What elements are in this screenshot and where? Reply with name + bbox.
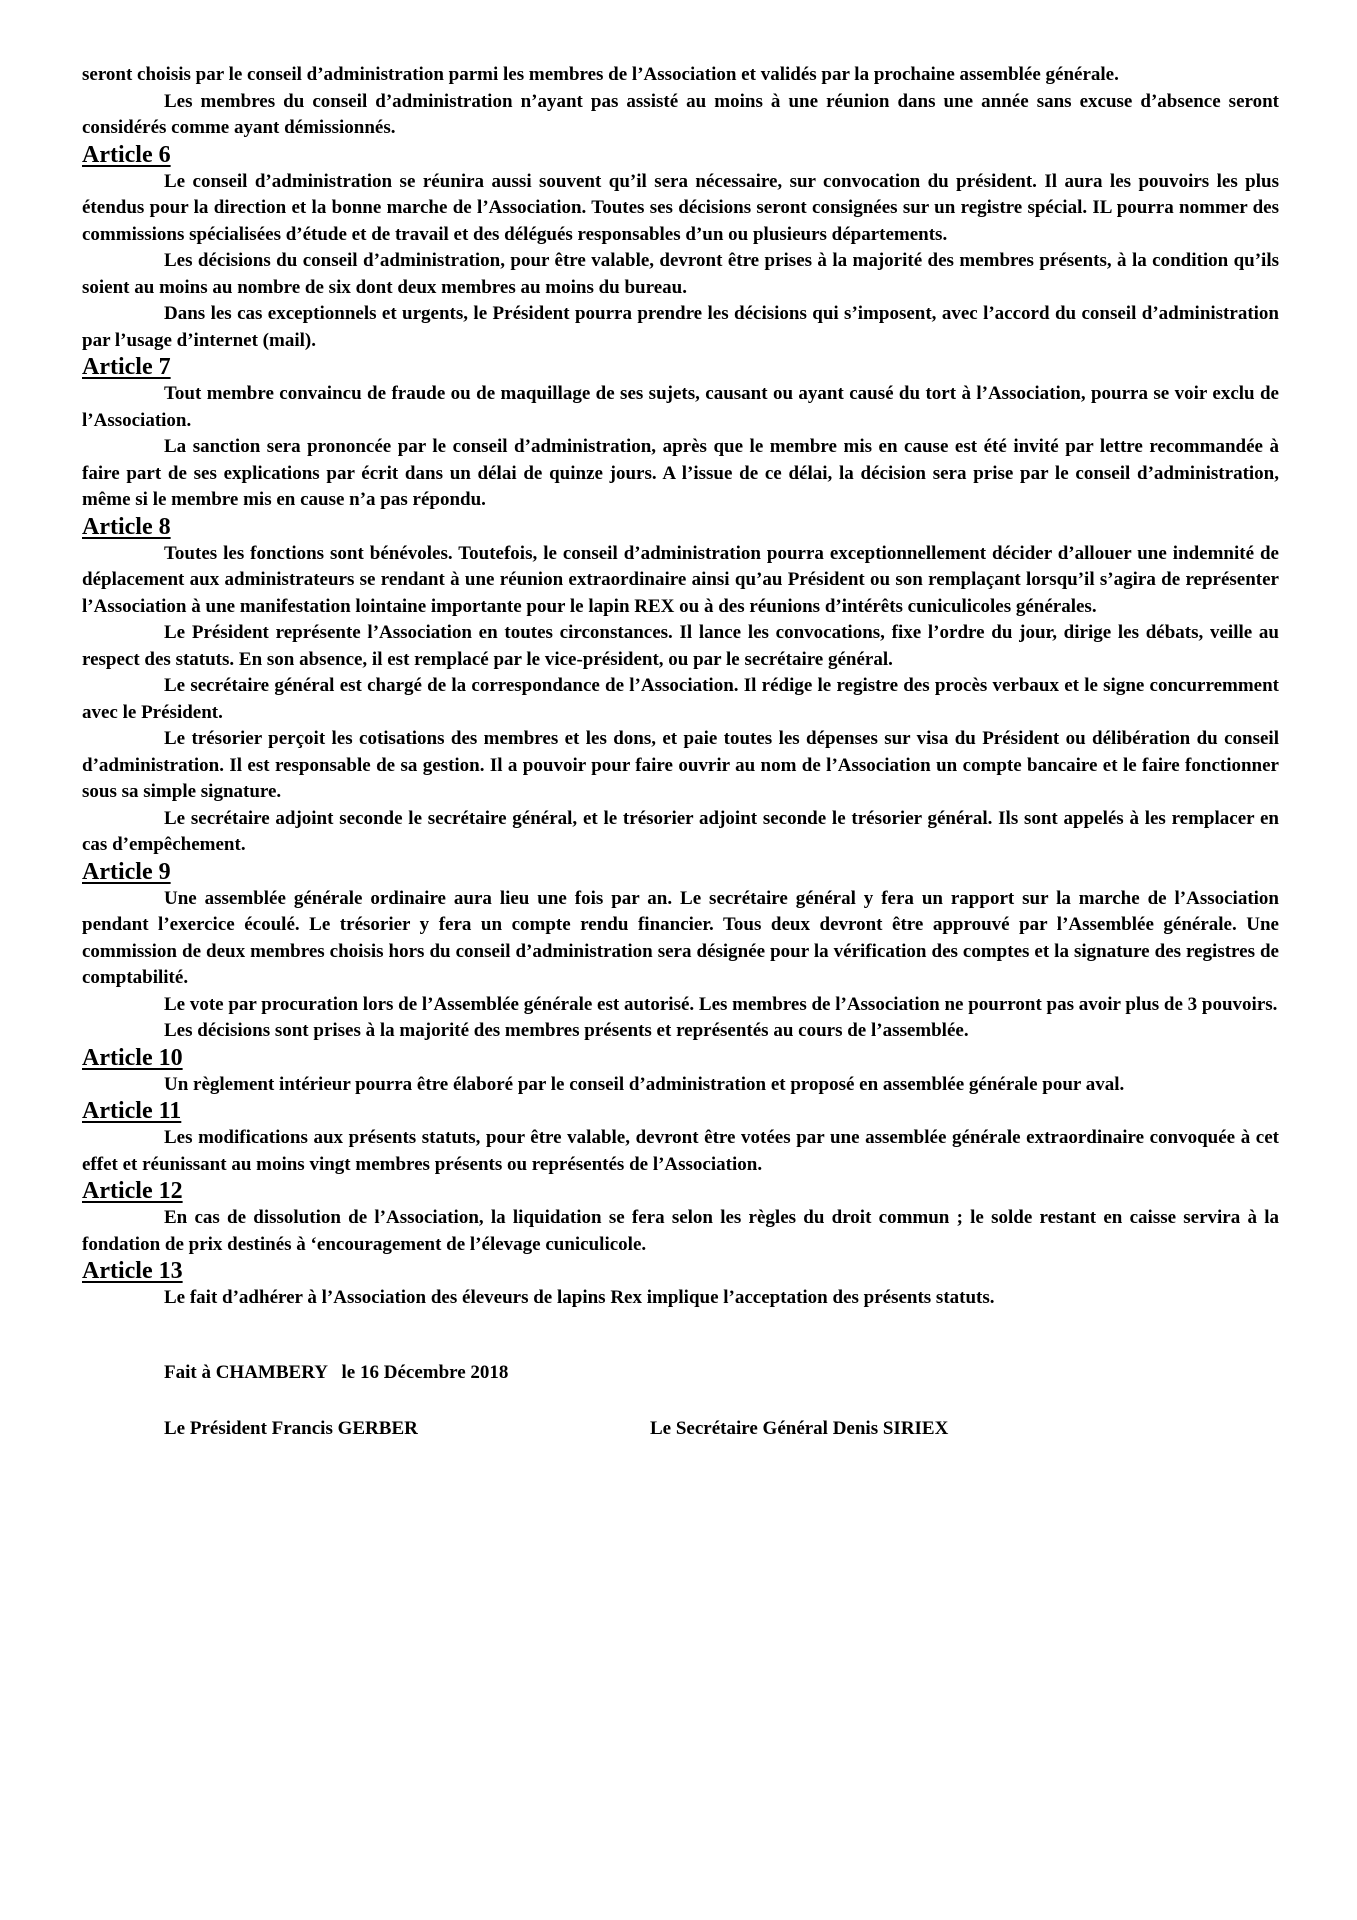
article-9-heading: Article 9: [82, 858, 171, 885]
article-9-paragraph-1: Une assemblée générale ordinaire aura lieu une fois par an. Le secrétaire général y fera un rapport sur la marche de l’Association pendant l’exercice écoulé. Le trésorier y fera un compte rendu financier. Tous deux devront être approuvé par l’Assemblée générale. Une commission de deux membres choisis hors du conseil d’administration sera désignée pour la vérification des comptes et la signature des registres de comptabilité.: [82, 887, 1279, 988]
article-9-paragraph-3: Les décisions sont prises à la majorité des membres présents et représentés au cours de l’assemblée.: [164, 1020, 969, 1041]
intro-paragraph-2: Les membres du conseil d’administration n’ayant pas assisté au moins à une réunion dans une année sans excuse d’absence seront considérés comme ayant démissionnés.: [82, 90, 1279, 138]
article-13-paragraph-1: Le fait d’adhérer à l’Association des éleveurs de lapins Rex implique l’acceptation des présents statuts.: [164, 1287, 995, 1308]
article-11-heading: Article 11: [82, 1098, 182, 1124]
president-signature-line: Le Président Francis GERBER: [164, 1417, 418, 1439]
article-8-paragraph-1: Toutes les fonctions sont bénévoles. Toutefois, le conseil d’administration pourra exceptionnellement décider d’allouer une indemnité de déplacement aux administrateurs se rendant à une réunion extraordinaire ainsi qu’au Président ou son remplaçant lorsqu’il s’agira de représenter l’Association à une manifestation lointaine importante pour le lapin REX ou à des réunions d’intérêts cuniculicoles générales.: [82, 542, 1279, 617]
article-8-paragraph-5: Le secrétaire adjoint seconde le secrétaire général, et le trésorier adjoint seconde le trésorier général. Ils sont appelés à les remplacer en cas d’empêchement.: [82, 807, 1279, 855]
article-6-heading: Article 6: [82, 141, 171, 168]
intro-paragraph-1: seront choisis par le conseil d’administration parmi les membres de l’Association et validés par la prochaine assemblée générale.: [82, 64, 1119, 85]
place-date-text: Fait à CHAMBERY le 16 Décembre 2018: [164, 1361, 509, 1383]
article-9-paragraph-2: Le vote par procuration lors de l’Assemblée générale est autorisé. Les membres de l’Association ne pourront pas avoir plus de 3 pouvoirs.: [164, 993, 1278, 1015]
signature-block: [82, 1416, 1279, 1442]
article-12-paragraph-1: En cas de dissolution de l’Association, la liquidation se fera selon les règles du droit commun ; le solde restant en caisse servira à la fondation de prix destinés à ‘encouragement de l’élevage cuniculicole.: [82, 1207, 1279, 1255]
article-6-paragraph-2: Les décisions du conseil d’administration, pour être valable, devront être prises à la majorité des membres présents, à la condition qu’ils soient au moins au nombre de six dont deux membres au moins du bureau.: [82, 250, 1279, 298]
article-10-heading: Article 10: [82, 1044, 183, 1071]
article-12-heading: Article 12: [82, 1178, 183, 1204]
article-8-paragraph-2: Le Président représente l’Association en toutes circonstances. Il lance les convocations, fixe l’ordre du jour, dirige les débats, veille au respect des statuts. En son absence, il est remplacé par le vice-président, ou par le secrétaire général.: [82, 622, 1279, 670]
article-13-heading: Article 13: [82, 1258, 183, 1284]
secretary-signature-line: Le Secrétaire Général Denis SIRIEX: [650, 1417, 949, 1439]
article-7-heading: Article 7: [82, 354, 171, 380]
article-8-heading: Article 8: [82, 513, 171, 540]
article-6-paragraph-1: Le conseil d’administration se réunira aussi souvent qu’il sera nécessaire, sur convocation du président. Il aura les pouvoirs les plus étendus pour la direction et la bonne marche de l’Association. Toutes ses décisions seront consignées sur un registre spécial. IL pourra nommer des commissions spécialisées d’étude et de travail et des délégués responsables d’un ou plusieurs départements.: [82, 170, 1279, 245]
article-6-paragraph-3: Dans les cas exceptionnels et urgents, le Président pourra prendre les décisions qui s’imposent, avec l’accord du conseil d’administration par l’usage d’internet (mail).: [82, 303, 1279, 351]
article-10-paragraph-1: Un règlement intérieur pourra être élaboré par le conseil d’administration et proposé en assemblée générale pour aval.: [164, 1073, 1125, 1095]
article-8-paragraph-3: Le secrétaire général est chargé de la correspondance de l’Association. Il rédige le registre des procès verbaux et le signe concurremment avec le Président.: [82, 675, 1279, 723]
document-page: [82, 62, 1279, 1442]
article-8-paragraph-4: Le trésorier perçoit les cotisations des membres et les dons, et paie toutes les dépenses sur visa du Président ou délibération du conseil d’administration. Il est responsable de sa gestion. Il a pouvoir pour faire ouvrir au nom de l’Association un compte bancaire et le faire fonctionner sous sa simple signature.: [82, 728, 1279, 802]
article-11-paragraph-1: Les modifications aux présents statuts, pour être valable, devront être votées par une assemblée générale extraordinaire convoquée à cet effet et réunissant au moins vingt membres présents ou représentés de l’Association.: [82, 1127, 1279, 1175]
article-7-paragraph-1: Tout membre convaincu de fraude ou de maquillage de ses sujets, causant ou ayant causé du tort à l’Association, pourra se voir exclu de l’Association.: [82, 383, 1279, 431]
place-and-date: [82, 1360, 1279, 1386]
article-7-paragraph-2: La sanction sera prononcée par le conseil d’administration, après que le membre mis en cause est été invité par lettre recommandée à faire part de ses explications par écrit dans un délai de quinze jours. A l’issue de ce délai, la décision sera prise par le conseil d’administration, même si le membre mis en cause n’a pas répondu.: [82, 436, 1279, 510]
